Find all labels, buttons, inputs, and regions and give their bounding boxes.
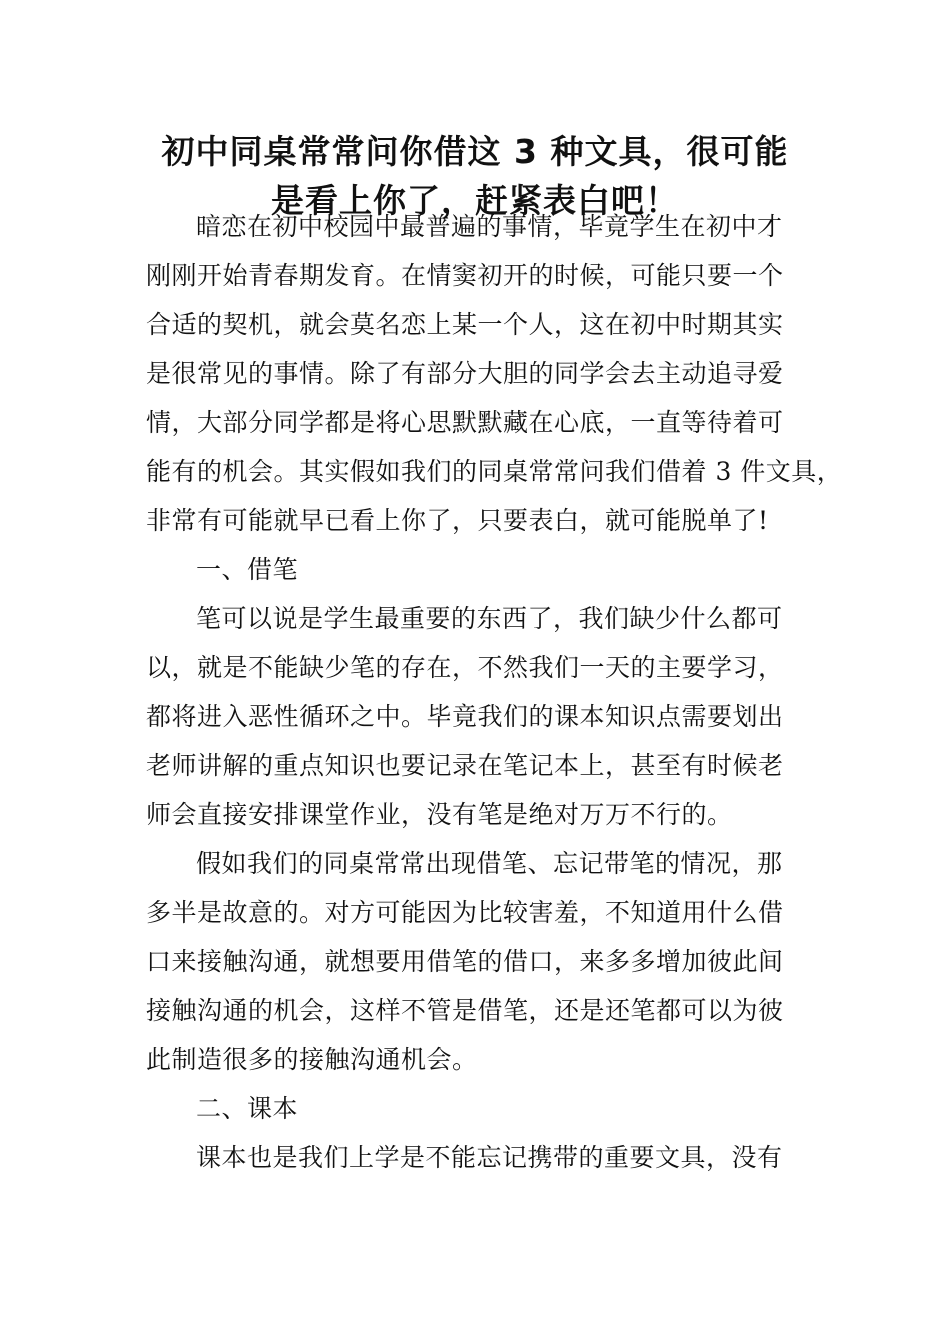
document-body (146, 202, 843, 1182)
paragraph-line: 接触沟通的机会，这样不管是借笔，还是还笔都可以为彼 (146, 996, 784, 1025)
paragraph-line: 是很常见的事情。除了有部分大胆的同学会去主动追寻爱 (146, 359, 784, 388)
paragraph-line: 多半是故意的。对方可能因为比较害羞，不知道用什么借 (146, 898, 784, 927)
section-heading: 一、借笔 (196, 555, 299, 584)
paragraph-line: 情，大部分同学都是将心思默默藏在心底，一直等待着可 (146, 408, 784, 437)
paragraph-line: 师会直接安排课堂作业，没有笔是绝对万万不行的。 (146, 800, 733, 829)
paragraph-line: 此制造很多的接触沟通机会。 (146, 1045, 478, 1074)
paragraph-line: 老师讲解的重点知识也要记录在笔记本上，甚至有时候老 (146, 751, 784, 780)
paragraph-line: 能有的机会。其实假如我们的同桌常常问我们借着 3 件文具， (146, 457, 843, 486)
paragraph-line: 合适的契机，就会莫名恋上某一个人，这在初中时期其实 (146, 310, 784, 339)
title-line: 初中同桌常常问你借这 3 种文具，很可能 (161, 132, 789, 171)
paragraph-line: 假如我们的同桌常常出现借笔、忘记带笔的情况，那 (196, 849, 783, 878)
paragraph-line: 以，就是不能缺少笔的存在，不然我们一天的主要学习， (146, 653, 784, 682)
paragraph-line: 非常有可能就早已看上你了，只要表白，就可能脱单了! (146, 506, 769, 535)
paragraph-line: 课本也是我们上学是不能忘记携带的重要文具，没有 (196, 1143, 783, 1172)
paragraph-line: 笔可以说是学生最重要的东西了，我们缺少什么都可 (196, 604, 783, 633)
paragraph-line: 都将进入恶性循环之中。毕竟我们的课本知识点需要划出 (146, 702, 784, 731)
section-heading: 二、课本 (196, 1094, 299, 1123)
paragraph-line: 暗恋在初中校园中最普遍的事情，毕竟学生在初中才 (196, 212, 783, 241)
paragraph-line: 口来接触沟通，就想要用借笔的借口，来多多增加彼此间 (146, 947, 784, 976)
title-line: 是看上你了，赶紧表白吧！ (271, 181, 679, 220)
paragraph-line: 刚刚开始青春期发育。在情窦初开的时候，可能只要一个 (146, 261, 784, 290)
